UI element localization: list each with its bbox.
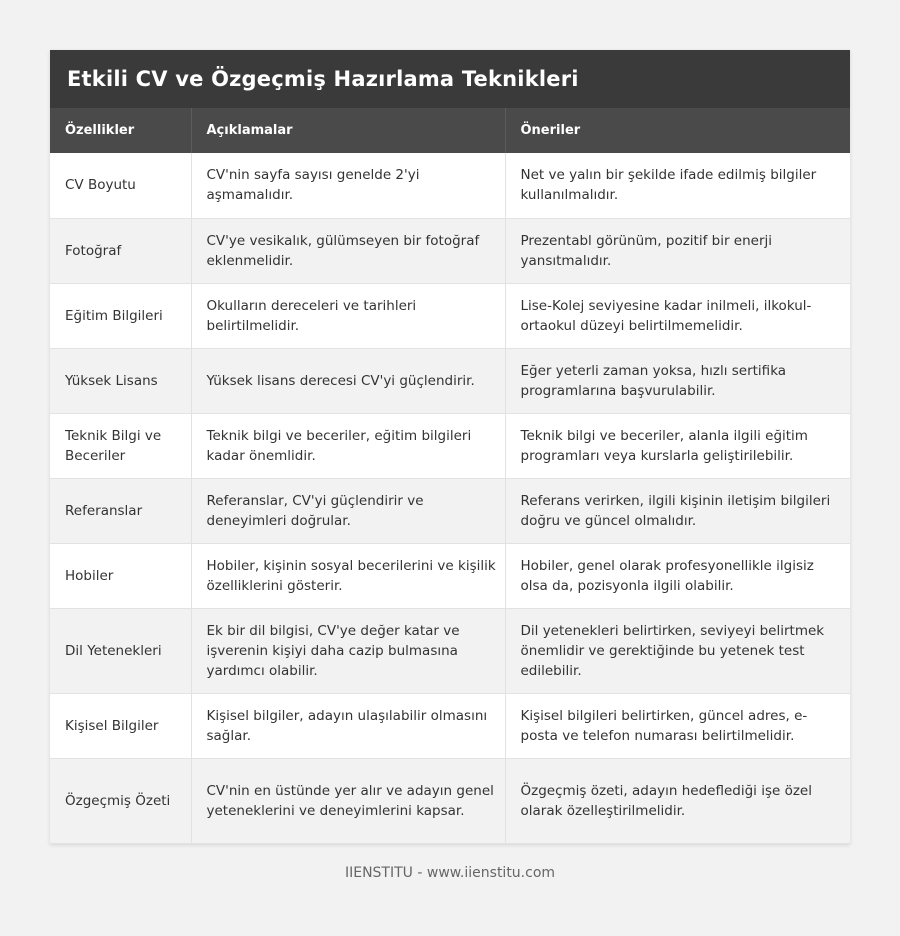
table-row xyxy=(50,218,850,283)
cell-description: Hobiler, kişinin sosyal becerilerini ve kişilik özelliklerini gösterir. xyxy=(191,543,505,608)
cell-suggestion: Eğer yeterli zaman yoksa, hızlı sertifika programlarına başvurulabilir. xyxy=(505,348,850,413)
cell-description: Referanslar, CV'yi güçlendirir ve deneyimleri doğrular. xyxy=(191,478,505,543)
cell-description: CV'nin sayfa sayısı genelde 2'yi aşmamalıdır. xyxy=(191,153,505,218)
cell-feature: Dil Yetenekleri xyxy=(50,608,191,693)
cell-feature: Yüksek Lisans xyxy=(50,348,191,413)
table-card xyxy=(50,50,850,844)
cell-suggestion: Kişisel bilgileri belirtirken, güncel adres, e-posta ve telefon numarası belirtilmelidir. xyxy=(505,693,850,758)
table-header-row xyxy=(50,108,850,153)
table-row xyxy=(50,608,850,693)
cell-feature: CV Boyutu xyxy=(50,153,191,218)
table-row xyxy=(50,758,850,843)
table-row xyxy=(50,153,850,218)
cell-suggestion: Dil yetenekleri belirtirken, seviyeyi belirtmek önemlidir ve gerektiğinde bu yetenek test edilebilir. xyxy=(505,608,850,693)
cell-suggestion: Referans verirken, ilgili kişinin iletişim bilgileri doğru ve güncel olmalıdır. xyxy=(505,478,850,543)
cell-feature: Hobiler xyxy=(50,543,191,608)
cell-feature: Teknik Bilgi ve Beceriler xyxy=(50,413,191,478)
cell-suggestion: Teknik bilgi ve beceriler, alanla ilgili eğitim programları veya kurslarla geliştirilebilir. xyxy=(505,413,850,478)
column-header-suggestions: Öneriler xyxy=(505,108,850,153)
cell-feature: Özgeçmiş Özeti xyxy=(50,758,191,843)
cell-description: Kişisel bilgiler, adayın ulaşılabilir olmasını sağlar. xyxy=(191,693,505,758)
table-row xyxy=(50,283,850,348)
page-title: Etkili CV ve Özgeçmiş Hazırlama Teknikleri xyxy=(50,50,850,108)
cell-feature: Kişisel Bilgiler xyxy=(50,693,191,758)
column-header-features: Özellikler xyxy=(50,108,191,153)
cell-suggestion: Prezentabl görünüm, pozitif bir enerji yansıtmalıdır. xyxy=(505,218,850,283)
cell-description: Teknik bilgi ve beceriler, eğitim bilgileri kadar önemlidir. xyxy=(191,413,505,478)
table-row xyxy=(50,348,850,413)
table-row xyxy=(50,543,850,608)
table-row xyxy=(50,478,850,543)
cell-suggestion: Hobiler, genel olarak profesyonellikle ilgisiz olsa da, pozisyonla ilgili olabilir. xyxy=(505,543,850,608)
cell-feature: Eğitim Bilgileri xyxy=(50,283,191,348)
cell-suggestion: Net ve yalın bir şekilde ifade edilmiş bilgiler kullanılmalıdır. xyxy=(505,153,850,218)
cell-feature: Fotoğraf xyxy=(50,218,191,283)
table-row xyxy=(50,693,850,758)
column-header-descriptions: Açıklamalar xyxy=(191,108,505,153)
footer-credit: IIENSTITU - www.iienstitu.com xyxy=(344,865,556,881)
cell-suggestion: Lise-Kolej seviyesine kadar inilmeli, ilkokul-ortaokul düzeyi belirtilmemelidir. xyxy=(505,283,850,348)
cell-description: Okulların dereceleri ve tarihleri belirtilmelidir. xyxy=(191,283,505,348)
cell-description: Yüksek lisans derecesi CV'yi güçlendirir. xyxy=(191,348,505,413)
techniques-table xyxy=(50,108,850,844)
cell-description: Ek bir dil bilgisi, CV'ye değer katar ve işverenin kişiyi daha cazip bulmasına yardımcı olabilir. xyxy=(191,608,505,693)
table-row xyxy=(50,413,850,478)
cell-description: CV'nin en üstünde yer alır ve adayın genel yeteneklerini ve deneyimlerini kapsar. xyxy=(191,758,505,843)
cell-description: CV'ye vesikalık, gülümseyen bir fotoğraf eklenmelidir. xyxy=(191,218,505,283)
cell-feature: Referanslar xyxy=(50,478,191,543)
cell-suggestion: Özgeçmiş özeti, adayın hedeflediği işe özel olarak özelleştirilmelidir. xyxy=(505,758,850,843)
